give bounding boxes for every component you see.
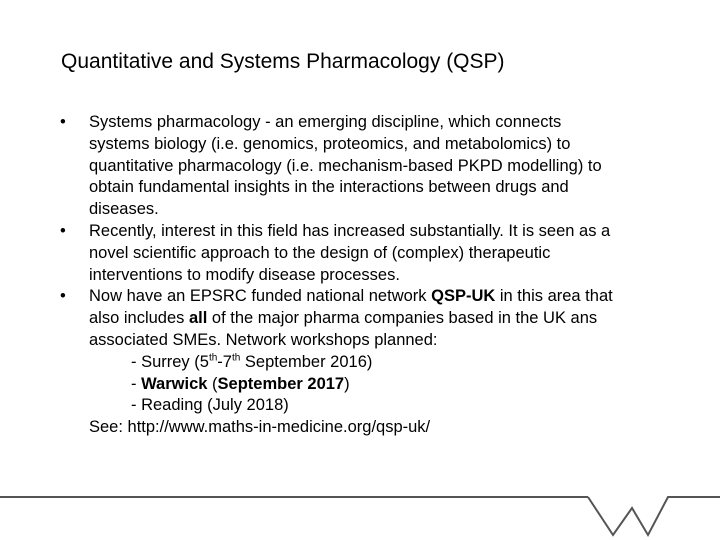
text-line: quantitative pharmacology (i.e. mechanism-based PKPD modelling) to <box>89 156 602 175</box>
text-run: -7 <box>217 352 232 371</box>
text-line: interventions to modify disease processes. <box>89 265 400 284</box>
emphasis-all: all <box>188 309 208 328</box>
bullet-item <box>0 221 720 286</box>
text-line: diseases. <box>89 200 159 219</box>
workshop-surrey <box>89 352 669 374</box>
bullet-item <box>0 286 720 439</box>
bullet-text <box>89 221 669 286</box>
text-line: systems biology (i.e. genomics, proteomics, and metabolomics) to <box>89 134 571 153</box>
warwick-date: September 2017 <box>217 374 345 393</box>
text-run: ) <box>344 374 350 393</box>
slide-title: Quantitative and Systems Pharmacology (QSP) <box>61 50 505 73</box>
bullet-list <box>0 112 720 439</box>
text-run: also includes <box>89 309 189 328</box>
bullet-text <box>89 286 669 439</box>
text-line: Recently, interest in this field has increased substantially. It is seen as a <box>89 221 611 240</box>
text-line: associated SMEs. Network workshops planned: <box>89 330 438 349</box>
workshop-reading: - Reading (July 2018) <box>131 396 289 415</box>
workshop-warwick <box>89 374 669 396</box>
text-run: in this area that <box>495 287 613 306</box>
footer-decoration <box>0 470 720 540</box>
text-line: obtain fundamental insights in the interactions between drugs and <box>89 178 569 197</box>
text-line <box>89 286 669 308</box>
see-link-line: See: http://www.maths-in-medicine.org/qsp-uk/ <box>89 418 431 437</box>
network-name: QSP-UK <box>431 287 496 306</box>
text-run: - Surrey (5 <box>131 352 209 371</box>
warwick-label: Warwick <box>141 374 208 393</box>
superscript: th <box>231 352 241 364</box>
w-logo-icon <box>588 497 720 535</box>
bullet-marker: • <box>60 113 66 131</box>
bullet-marker: • <box>60 287 66 306</box>
text-run: ( <box>207 374 218 393</box>
text-run: Now have an EPSRC funded national network <box>89 287 432 306</box>
text-run: September 2016) <box>240 352 373 371</box>
superscript: th <box>208 352 218 364</box>
text-run: - <box>131 374 142 393</box>
bullet-text <box>89 112 669 221</box>
text-run: of the major pharma companies based in the UK ans <box>207 309 598 328</box>
bullet-item <box>0 112 720 221</box>
text-line: novel scientific approach to the design of (complex) therapeutic <box>89 243 551 262</box>
text-line: Systems pharmacology - an emerging discipline, which connects <box>89 113 562 131</box>
bullet-marker: • <box>60 221 66 240</box>
text-line <box>89 308 669 330</box>
